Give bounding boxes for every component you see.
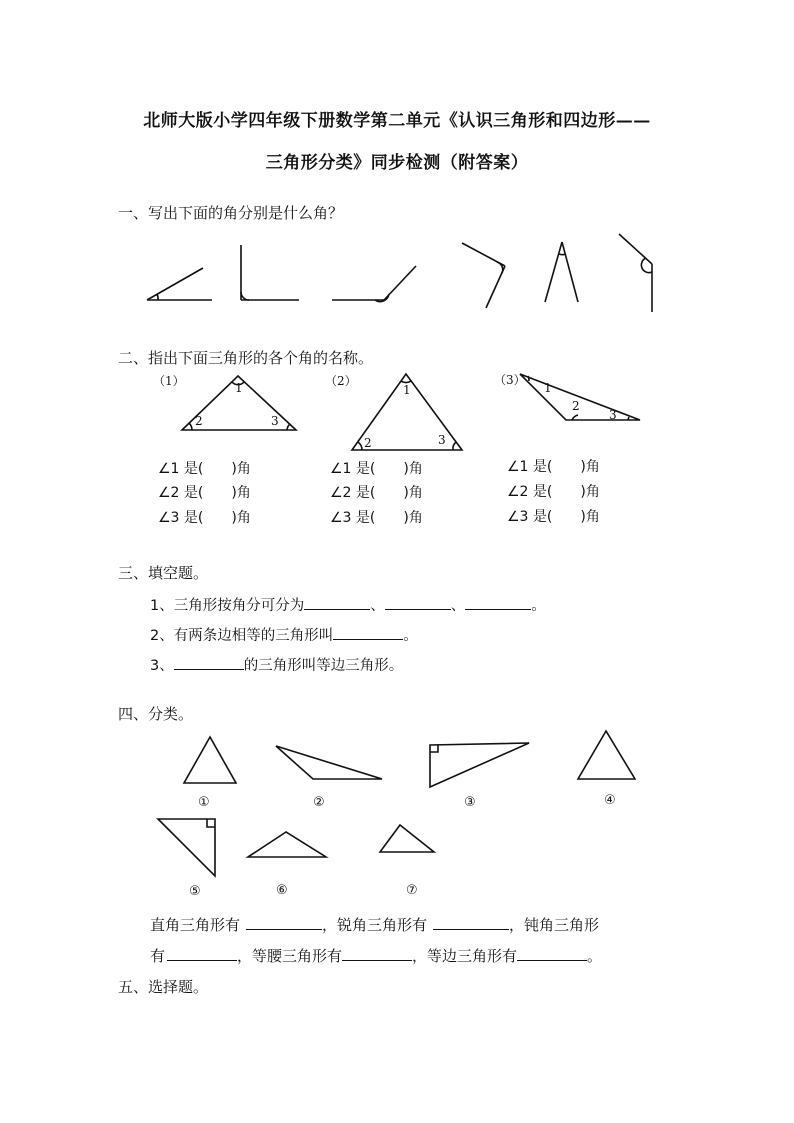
fill-q2-blank[interactable] xyxy=(333,625,403,640)
classify-right-blank[interactable] xyxy=(246,915,322,930)
classify-line-2-end: 。 xyxy=(587,947,603,965)
classify-acute-blank[interactable] xyxy=(433,915,509,930)
fill-question-3 xyxy=(150,654,403,675)
triangle-3-angle-3-label: 3 xyxy=(609,408,617,422)
fill-q1-blank-2[interactable] xyxy=(385,595,451,610)
page-title-line-1: 北师大版小学四年级下册数学第二单元《认识三角形和四边形—— xyxy=(143,111,651,131)
fill-q3-prefix: 3、 xyxy=(150,658,174,674)
classify-number-2: ② xyxy=(313,795,325,810)
fill-q2-end: 。 xyxy=(403,628,418,644)
classify-number-4: ④ xyxy=(604,793,616,808)
triangle-1-angle-2-label: 2 xyxy=(195,414,203,428)
classify-triangle-2 xyxy=(276,746,382,779)
classify-number-6: ⑥ xyxy=(276,883,288,898)
classify-number-3: ③ xyxy=(464,795,476,810)
t2-q2: ∠2 是( )角 xyxy=(330,485,423,501)
classify-isosceles-label: ，等腰三角形有 xyxy=(237,947,343,965)
t3-q3: ∠3 是( )角 xyxy=(507,509,600,525)
triangle-1-angle-3-label: 3 xyxy=(271,414,279,428)
t1-q1: ∠1 是( )角 xyxy=(158,461,251,477)
classify-triangle-4 xyxy=(578,731,635,779)
section-3-heading: 三、填空题。 xyxy=(118,564,209,582)
classify-triangle-5 xyxy=(158,819,215,876)
fill-q2-text: 2、有两条边相等的三角形叫 xyxy=(150,628,334,644)
classify-line-2 xyxy=(150,945,602,966)
triangle-3-figure xyxy=(520,374,640,420)
section-1-heading: 一、写出下面的角分别是什么角？ xyxy=(118,204,344,222)
classify-obtuse-blank[interactable] xyxy=(167,946,237,961)
t2-q1: ∠1 是( )角 xyxy=(330,461,423,477)
triangle-2-angle-2-label: 2 xyxy=(364,436,372,450)
classify-triangle-1 xyxy=(184,737,236,783)
section-2-heading: 二、指出下面三角形的各个角的名称。 xyxy=(118,349,374,367)
classify-equilateral-blank[interactable] xyxy=(517,946,587,961)
t1-q3: ∠3 是( )角 xyxy=(158,510,251,526)
classify-acute-label: ，锐角三角形有 xyxy=(322,916,428,934)
t1-q2: ∠2 是( )角 xyxy=(158,485,251,501)
classify-triangle-7 xyxy=(380,825,434,852)
fill-q1-blank-1[interactable] xyxy=(304,595,370,610)
triangle-1-label: （1） xyxy=(153,374,185,388)
angle-right-figure xyxy=(241,245,299,300)
t3-q2: ∠2 是( )角 xyxy=(507,484,600,500)
triangle-2-label: （2） xyxy=(325,374,357,388)
triangle-3-label: （3） xyxy=(494,373,526,387)
triangle-1-angle-1-label: 1 xyxy=(235,381,243,395)
triangle-2-angle-1-label: 1 xyxy=(403,383,411,397)
classify-obtuse-label: ，钝角三角形 xyxy=(509,916,600,934)
angle-4-figure xyxy=(462,243,505,308)
classify-right-label: 直角三角形有 xyxy=(150,916,241,934)
t3-q1: ∠1 是( )角 xyxy=(507,459,600,475)
classify-triangle-6 xyxy=(248,832,326,857)
section-5-heading: 五、选择题。 xyxy=(118,978,209,996)
classify-number-7: ⑦ xyxy=(406,883,418,898)
triangle-2-angle-3-label: 3 xyxy=(438,433,446,447)
fill-question-2 xyxy=(150,624,418,645)
t2-q3: ∠3 是( )角 xyxy=(330,510,423,526)
triangle-3-angle-1-label: 1 xyxy=(544,381,552,395)
fill-q1-sep-2: 、 xyxy=(450,598,466,614)
triangle-3-angle-2-label: 2 xyxy=(572,399,580,413)
classify-number-5: ⑤ xyxy=(189,884,201,899)
fill-q1-sep-1: 、 xyxy=(370,598,385,614)
classify-equilateral-label: ，等边三角形有 xyxy=(412,947,518,965)
angle-5-figure xyxy=(545,242,578,302)
classify-isosceles-blank[interactable] xyxy=(342,946,412,961)
fill-q3-suffix: 的三角形叫等边三角形。 xyxy=(243,658,404,674)
angle-6-figure xyxy=(619,234,652,312)
fill-q1-end: 。 xyxy=(531,598,546,614)
fill-q3-blank[interactable] xyxy=(174,655,244,670)
fill-q1-blank-3[interactable] xyxy=(465,595,531,610)
classify-triangle-3 xyxy=(430,743,529,787)
fill-question-1 xyxy=(150,594,546,615)
classify-line-1 xyxy=(150,914,599,935)
angle-acute-figure xyxy=(147,268,212,300)
classify-number-1: ① xyxy=(198,795,210,810)
page-title-line-2: 三角形分类》同步检测（附答案） xyxy=(265,153,529,173)
angle-obtuse-figure xyxy=(332,266,416,302)
fill-q1-text: 1、三角形按角分可分为 xyxy=(150,598,305,614)
section-4-heading: 四、分类。 xyxy=(118,705,194,723)
classify-obtuse-label-end: 有 xyxy=(150,947,166,965)
